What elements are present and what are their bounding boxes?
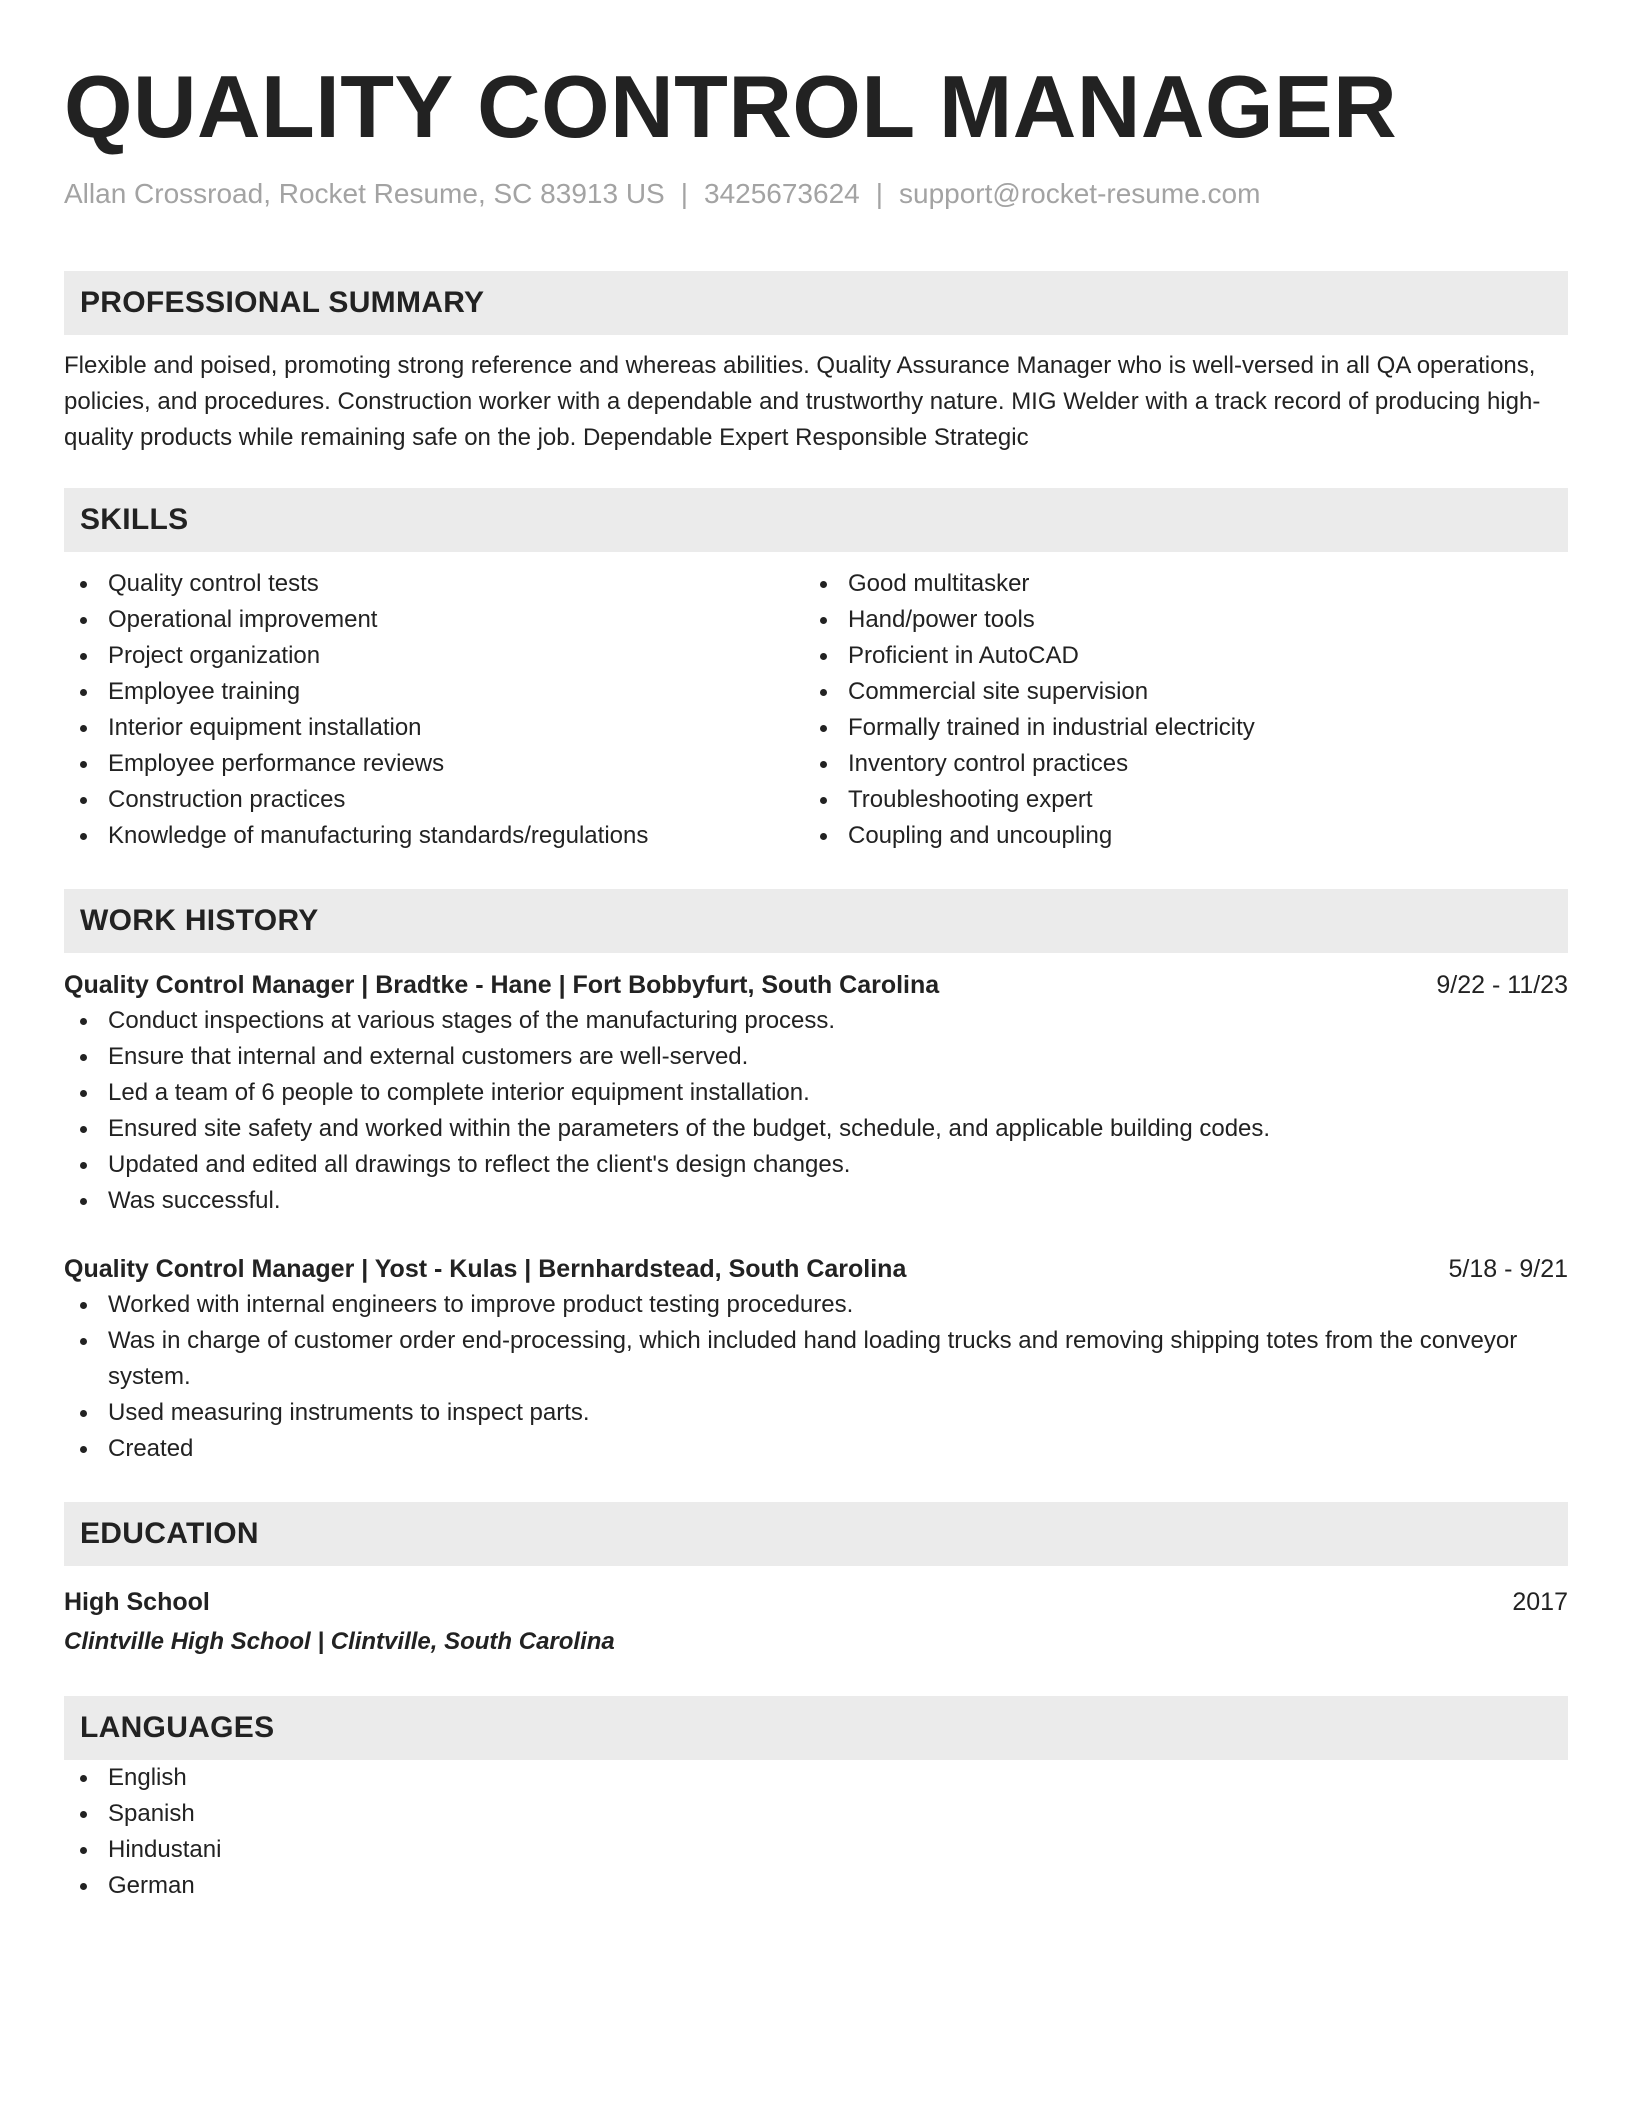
job-dates: 9/22 - 11/23 [1436, 971, 1568, 999]
contact-address: Allan Crossroad, Rocket Resume, SC 83913 US [64, 178, 665, 209]
job-header [64, 967, 1568, 1003]
skill-item: Employee performance reviews [64, 746, 804, 782]
skills-column-right [804, 566, 1544, 854]
languages-list [64, 1760, 1568, 1904]
section-header-languages: LANGUAGES [64, 1696, 1568, 1760]
skill-item: Quality control tests [64, 566, 804, 602]
job-bullet: Updated and edited all drawings to reflect the client's design changes. [64, 1147, 1568, 1183]
job-bullet: Used measuring instruments to inspect parts. [64, 1395, 1568, 1431]
section-header-summary: PROFESSIONAL SUMMARY [64, 271, 1568, 335]
job-bullet: Led a team of 6 people to complete interior equipment installation. [64, 1075, 1568, 1111]
section-header-education: EDUCATION [64, 1502, 1568, 1566]
language-item: German [64, 1868, 1568, 1904]
language-item: Spanish [64, 1796, 1568, 1832]
job-header [64, 1251, 1568, 1287]
section-header-skills: SKILLS [64, 488, 1568, 552]
job-bullet: Was successful. [64, 1183, 1568, 1219]
job-title: Quality Control Manager | Bradtke - Hane | Fort Bobbyfurt, South Carolina [64, 971, 940, 999]
skill-item: Operational improvement [64, 602, 804, 638]
contact-line [64, 174, 1568, 214]
job-bullet: Ensure that internal and external customers are well-served. [64, 1039, 1568, 1075]
resume-title: QUALITY CONTROL MANAGER [64, 57, 1398, 156]
education-year: 2017 [1512, 1588, 1568, 1616]
skill-item: Employee training [64, 674, 804, 710]
job-bullet: Created [64, 1431, 1568, 1467]
contact-email: support@rocket-resume.com [899, 178, 1261, 209]
language-item: Hindustani [64, 1832, 1568, 1868]
skill-item: Inventory control practices [804, 746, 1544, 782]
job-entry [64, 967, 1568, 1219]
section-header-work-history: WORK HISTORY [64, 889, 1568, 953]
skill-item: Construction practices [64, 782, 804, 818]
education-school: Clintville High School | Clintville, South Carolina [64, 1628, 615, 1655]
job-bullets [64, 1287, 1568, 1467]
skill-item: Coupling and uncoupling [804, 818, 1544, 854]
skill-item: Hand/power tools [804, 602, 1544, 638]
contact-separator: | [680, 178, 688, 209]
job-entry [64, 1251, 1568, 1467]
education-header [64, 1584, 1568, 1620]
skills-column-left [64, 566, 804, 854]
job-bullet: Ensured site safety and worked within the parameters of the budget, schedule, and applicable building codes. [64, 1111, 1568, 1147]
skill-item: Proficient in AutoCAD [804, 638, 1544, 674]
skill-item: Commercial site supervision [804, 674, 1544, 710]
job-bullets [64, 1003, 1568, 1219]
contact-phone: 3425673624 [704, 178, 860, 209]
skill-item: Interior equipment installation [64, 710, 804, 746]
skill-item: Troubleshooting expert [804, 782, 1544, 818]
contact-separator: | [875, 178, 884, 209]
skill-item: Formally trained in industrial electricity [804, 710, 1544, 746]
job-bullet: Conduct inspections at various stages of the manufacturing process. [64, 1003, 1568, 1039]
language-item: English [64, 1760, 1568, 1796]
summary-text: Flexible and poised, promoting strong reference and whereas abilities. Quality Assurance Manager who is well-versed in all QA operations, policies, and procedures. Construction worker with a dependable and trustworthy nature. MIG Welder with a track record of producing high-quality products while remaining safe on the job. Dependable Expert Responsible Strategic [64, 352, 1541, 451]
skills-list [64, 566, 1568, 854]
job-dates: 5/18 - 9/21 [1448, 1255, 1568, 1283]
job-bullet: Worked with internal engineers to improve product testing procedures. [64, 1287, 1568, 1323]
job-bullet: Was in charge of customer order end-processing, which included hand loading trucks and removing shipping totes from the conveyor system. [64, 1323, 1568, 1395]
skill-item: Project organization [64, 638, 804, 674]
skill-item: Good multitasker [804, 566, 1544, 602]
job-title: Quality Control Manager | Yost - Kulas | Bernhardstead, South Carolina [64, 1255, 907, 1283]
skill-item: Knowledge of manufacturing standards/regulations [64, 818, 804, 854]
education-degree: High School [64, 1588, 210, 1616]
